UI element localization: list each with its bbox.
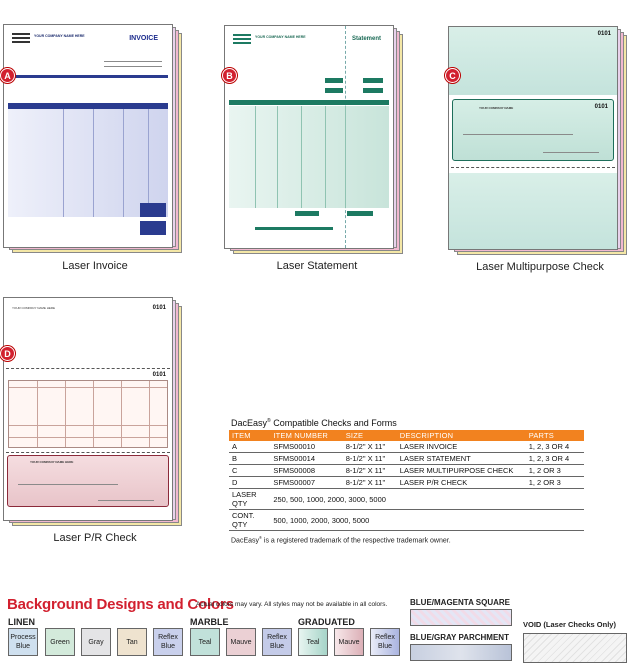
cell-item-number: SFMS00010 [270,441,342,453]
swatch-graduated-teal[interactable]: Teal [298,628,328,656]
invoice-title: INVOICE [129,35,158,42]
statement-total-band [347,211,373,216]
cell-parts: 1, 2 OR 3 [526,465,584,477]
cell-size: 8-1/2" X 11" [343,453,397,465]
check-top-voucher [449,27,617,95]
cell-size: 8-1/2" X 11" [343,441,397,453]
pr-check-number-mid: 0101 [152,372,166,378]
cell-size: 8-1/2" X 11" [343,465,397,477]
swatch-graduated-reflex-blue[interactable]: Reflex Blue [370,628,400,656]
invoice-total-box [140,203,166,217]
invoice-line-items [8,109,168,217]
blue-gray-label: BLUE/GRAY PARCHMENT [410,633,509,642]
table-row [229,441,584,453]
blue-magenta-label: BLUE/MAGENTA SQUARE [410,598,510,607]
graduated-label: GRADUATED [298,617,355,627]
header-parts: PARTS [526,430,584,441]
linen-label: LINEN [8,617,35,627]
perforation-line [451,167,615,168]
invoice-header-band [8,75,168,78]
perforation-line [6,368,170,369]
badge-a: A [0,68,15,83]
statement-line-items [229,106,389,208]
swatch-marble-teal[interactable]: Teal [190,628,220,656]
pr-check-number-top: 0101 [152,305,166,311]
cell-description: LASER INVOICE [397,441,526,453]
pr-col-line [93,381,94,447]
header-size: SIZE [343,430,397,441]
statement-col-line [345,106,346,208]
pr-row-line [9,437,167,438]
swatch-blue-magenta-square[interactable] [410,609,512,626]
cell-parts: 1, 2 OR 3 [526,477,584,489]
check-number-top: 0101 [597,31,611,37]
invoice-col-line [148,109,149,217]
cell-item: A [229,441,270,453]
check-bottom-voucher [449,173,617,249]
pr-col-line [121,381,122,447]
caption-laser-statement: Laser Statement [276,260,358,272]
table-title [231,418,397,428]
check-number-mid: 0101 [594,104,608,110]
cell-laser-qty: 250, 500, 1000, 2000, 3000, 5000 [270,489,584,510]
table-row [229,453,584,465]
pr-col-line [149,381,150,447]
caption-laser-invoice: Laser Invoice [62,260,128,272]
badge-b: B [222,68,237,83]
cell-item-number: SFMS00008 [270,465,342,477]
pr-col-line [65,381,66,447]
header-item: ITEM [229,430,270,441]
cell-parts: 1, 2, 3 OR 4 [526,441,584,453]
invoice-balance-box [140,221,166,235]
cell-cont-qty-label: CONT. QTY [229,510,270,531]
statement-title: Statement [351,36,381,42]
table-header-row [229,430,584,441]
pr-sheet [3,297,173,521]
cell-item: C [229,465,270,477]
cell-cont-qty: 500, 1000, 2000, 3000, 5000 [270,510,584,531]
check-rule [463,134,573,135]
cell-description: LASER P/R CHECK [397,477,526,489]
statement-col-line [277,106,278,208]
invoice-col-line [93,109,94,217]
table-row-cont-qty [229,510,584,531]
statement-col-line [325,106,326,208]
cell-item: B [229,453,270,465]
statement-total-band [295,211,319,216]
check-company: YOUR COMPANY NAME [479,106,514,110]
statement-company-name: YOUR COMPANY NAME HERE [255,35,306,39]
swatch-linen-reflex-blue[interactable]: Reflex Blue [153,628,183,656]
badge-c: C [445,68,460,83]
swatch-linen-green[interactable]: Green [45,628,75,656]
swatch-blue-gray-parchment[interactable] [410,644,512,661]
table-row-laser-qty [229,489,584,510]
cell-description: LASER MULTIPURPOSE CHECK [397,465,526,477]
check-rule [543,152,599,153]
forms-table [229,430,584,531]
swatch-graduated-mauve[interactable]: Mauve [334,628,364,656]
statement-col-line [255,106,256,208]
statement-band [325,88,343,93]
invoice-col-line [123,109,124,217]
pr-check-company: YOUR COMPANY NAME HERE [30,460,74,464]
perforation-line [6,452,170,453]
table-title-reg: ® [267,418,271,424]
header-item-number: ITEM NUMBER [270,430,342,441]
swatch-linen-tan[interactable]: Tan [117,628,147,656]
table-title-suffix: Compatible Checks and Forms [270,418,397,428]
pr-row-line [9,425,167,426]
invoice-rule [104,61,162,62]
pr-check-body [7,455,169,507]
pr-check-rule [18,484,118,485]
check-body [452,99,614,161]
pr-company-top: YOUR COMPANY NAME HERE [12,306,56,310]
caption-laser-pr-check: Laser P/R Check [53,532,137,544]
flag-logo-icon [233,34,251,46]
statement-band [363,88,383,93]
table-row [229,465,584,477]
pr-row-line [9,387,167,388]
cell-item: D [229,477,270,489]
cell-size: 8-1/2" X 11" [343,477,397,489]
statement-column-header [229,100,389,105]
flag-logo-icon [12,33,30,45]
cell-description: LASER STATEMENT [397,453,526,465]
header-description: DESCRIPTION [397,430,526,441]
check-sheet [448,26,618,250]
trademark-text: is a registered trademark of the respective trademark owner. [261,537,451,545]
invoice-company-name: YOUR COMPANY NAME HERE [34,34,85,38]
statement-band [363,78,383,83]
cell-item-number: SFMS00014 [270,453,342,465]
statement-sheet [224,25,394,249]
invoice-rule [104,66,162,67]
table-title-brand: DacEasy [231,418,268,428]
trademark-note [231,535,451,544]
void-label: VOID (Laser Checks Only) [523,620,616,629]
marble-label: MARBLE [190,617,229,627]
table-row [229,477,584,489]
backgrounds-note: Actual colors may vary. All styles may not be available in all colors. [196,601,388,608]
invoice-col-line [63,109,64,217]
swatch-void[interactable] [523,633,627,663]
cell-item-number: SFMS00007 [270,477,342,489]
swatch-marble-mauve[interactable]: Mauve [226,628,256,656]
pr-earnings-table [8,380,168,448]
swatch-linen-process-blue[interactable]: Process Blue [8,628,38,656]
swatch-linen-gray[interactable]: Gray [81,628,111,656]
statement-aging-band [255,227,333,230]
caption-laser-multipurpose-check: Laser Multipurpose Check [476,261,604,273]
pr-col-line [37,381,38,447]
cell-parts: 1, 2, 3 OR 4 [526,453,584,465]
cell-laser-qty-label: LASER QTY [229,489,270,510]
invoice-sheet [3,24,173,248]
swatch-marble-reflex-blue[interactable]: Reflex Blue [262,628,292,656]
pr-check-rule [98,500,154,501]
trademark-brand: DacEasy [231,537,260,545]
trademark-reg: ® [259,535,262,540]
badge-d: D [0,346,15,361]
backgrounds-heading: Background Designs and Colors [7,596,234,613]
statement-col-line [301,106,302,208]
statement-band [325,78,343,83]
